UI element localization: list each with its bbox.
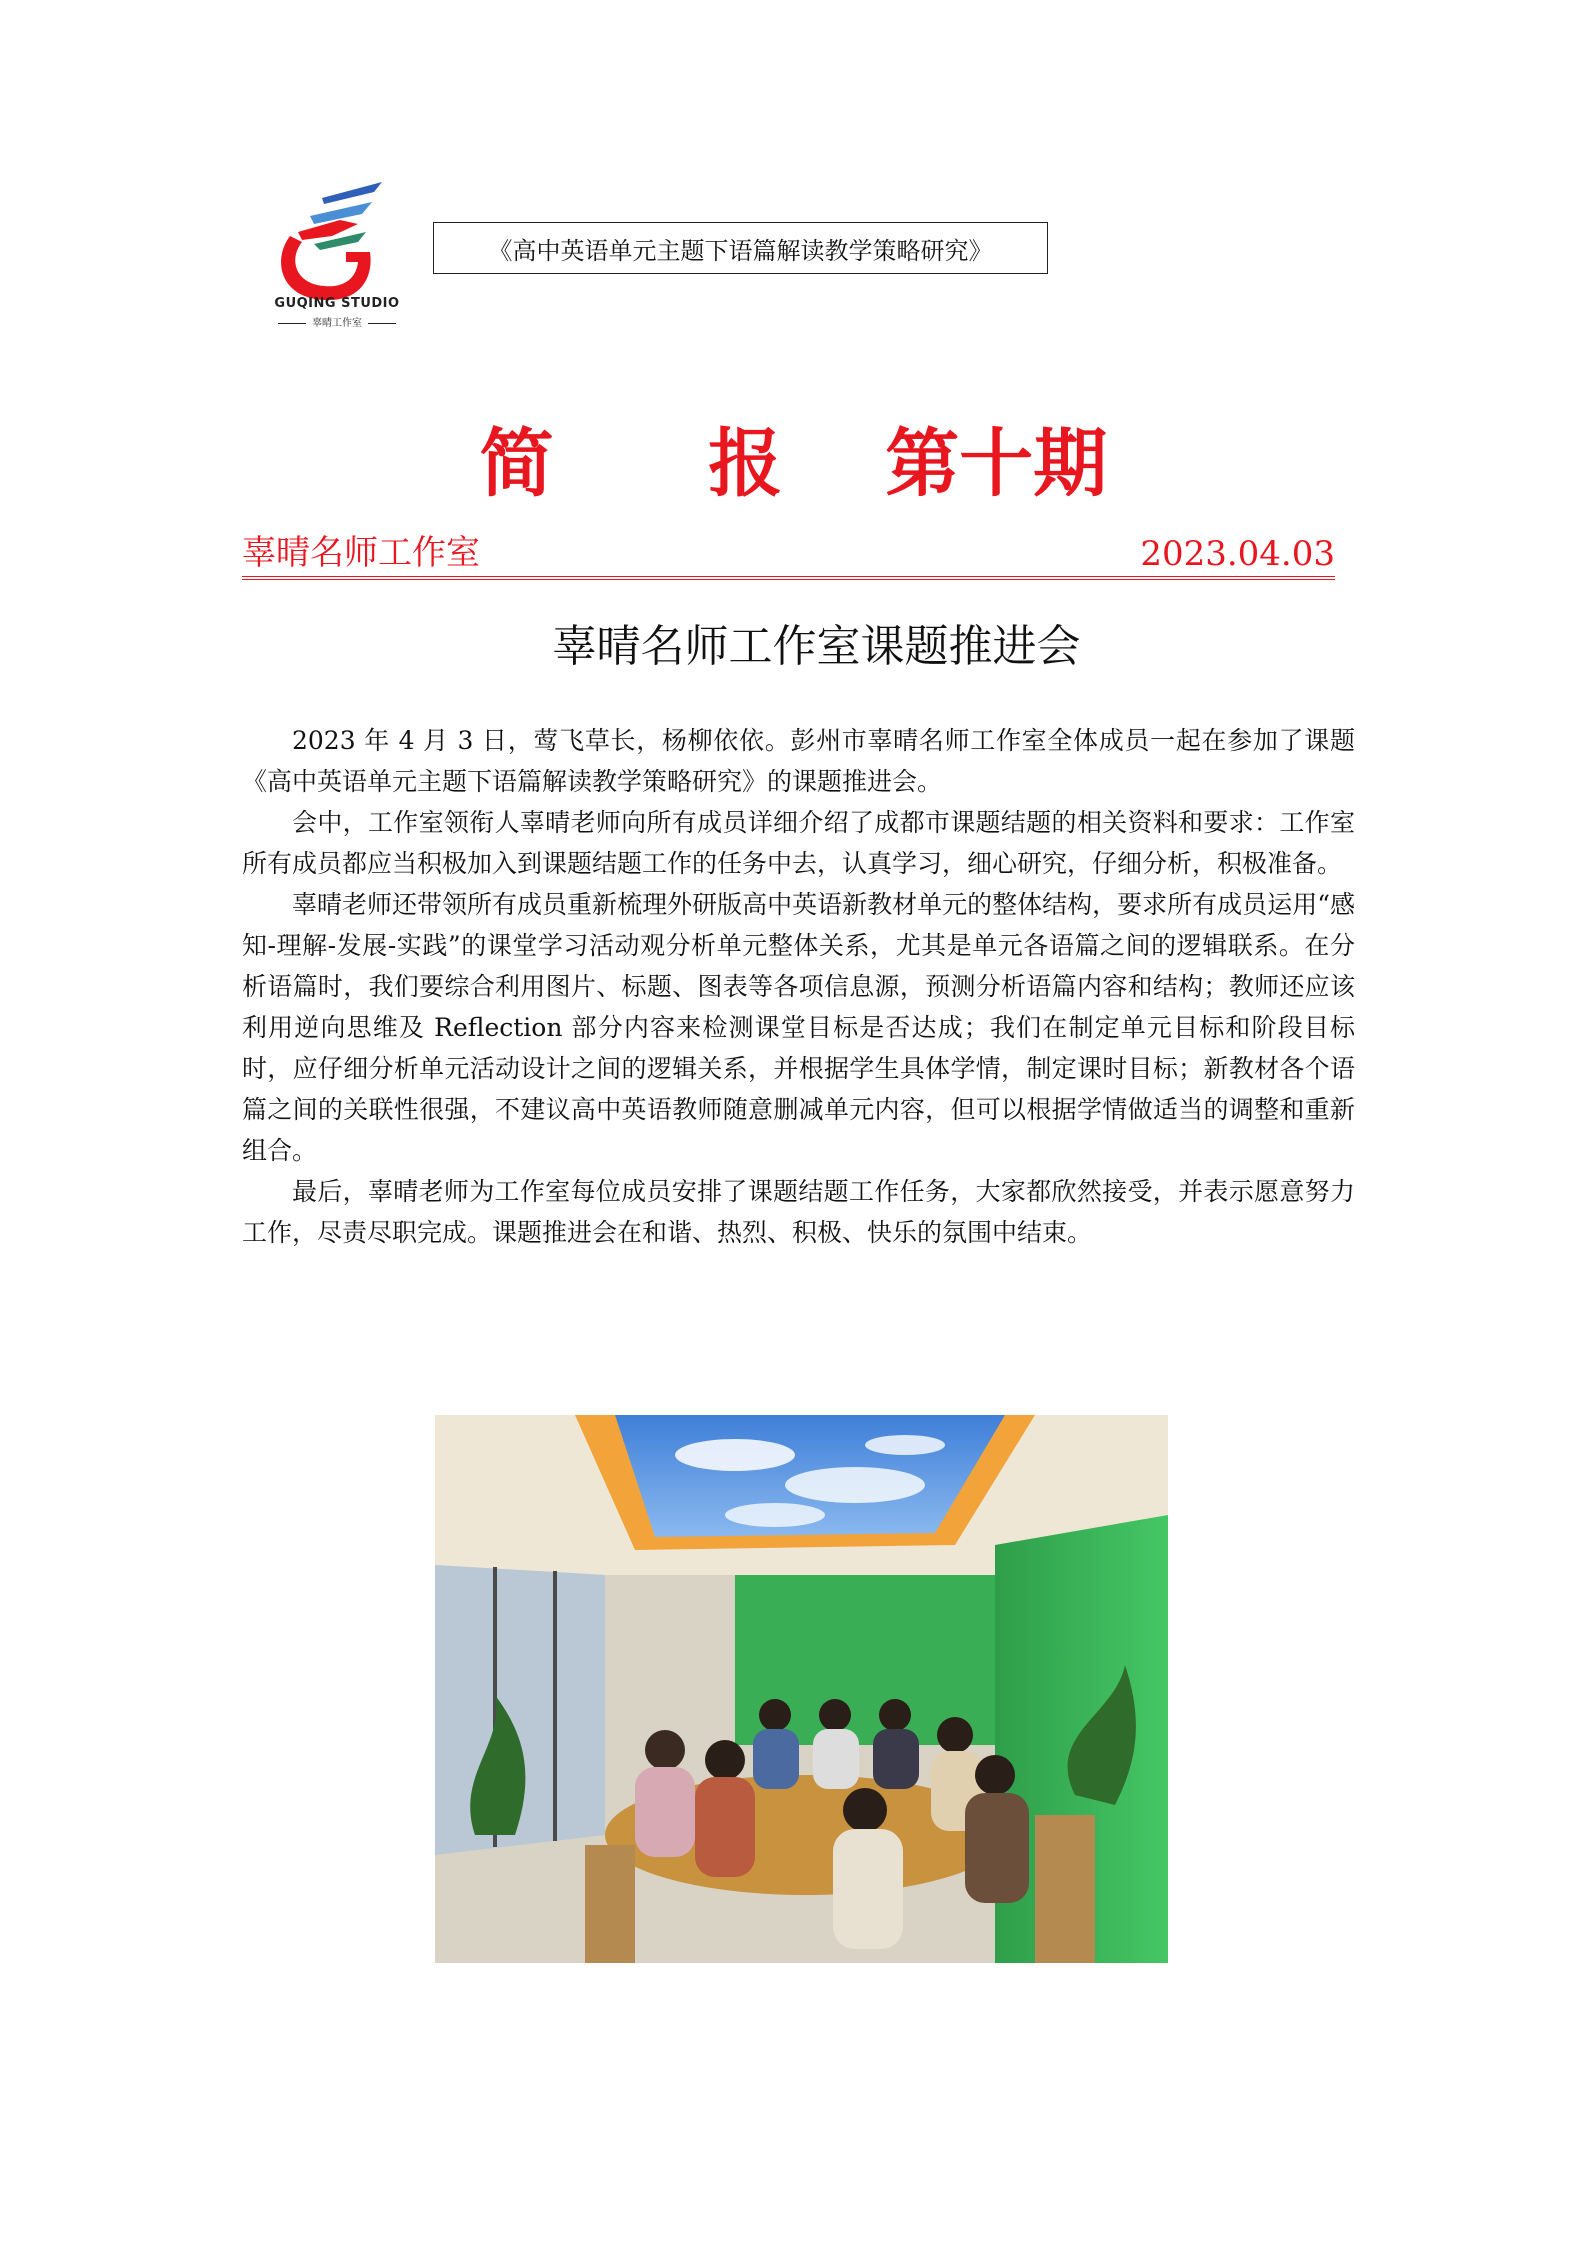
paragraph: 会中，工作室领衔人辜晴老师向所有成员详细介绍了成都市课题结题的相关资料和要求：工作室所有成员都应当积极加入到课题结题工作的任务中去，认真学习，细心研究，仔细分析，积极准备。 xyxy=(242,808,1355,878)
paragraph: 最后，辜晴老师为工作室每位成员安排了课题结题工作任务，大家都欣然接受，并表示愿意努力工作，尽责尽职完成。课题推进会在和谐、热烈、积极、快乐的氛围中结束。 xyxy=(242,1177,1355,1247)
bulletin-title: 简 报 第十期 xyxy=(479,421,1108,507)
logo-subcaption: 辜晴工作室 xyxy=(262,314,412,329)
article-title: 辜晴名师工作室课题推进会 xyxy=(552,621,1081,672)
org-name: 辜晴名师工作室 xyxy=(242,533,480,573)
logo-caption: GUQING STUDIO xyxy=(274,296,400,311)
project-title-box xyxy=(433,222,1048,274)
issue-date: 2023.04.03 xyxy=(1140,534,1335,574)
paragraph: 辜晴老师还带领所有成员重新梳理外研版高中英语新教材单元的整体结构，要求所有成员运用“感知-理解-发展-实践”的课堂学习活动观分析单元整体关系，尤其是单元各语篇之间的逻辑联系。在分析语篇时，我们要综合利用图片、标题、图表等各项信息源，预测分析语篇内容和结构；教师还应该利用逆向思维及 Reflection 部分内容来检测课堂目标是否达成；我们在制定单元目标和阶段目标时，应仔细分析单元活动设计之间的逻辑关系，并根据学生具体学情，制定课时目标；新教材各个语篇之间的关联性很强，不建议高中英语教师随意删减单元内容，但可以根据学情做适当的调整和重新组合。 xyxy=(242,890,1355,1165)
paragraph: 2023 年 4 月 3 日，莺飞草长，杨柳依依。彭州市辜晴名师工作室全体成员一起在参加了课题《高中英语单元主题下语篇解读教学策略研究》的课题推进会。 xyxy=(242,726,1355,796)
org-date-line xyxy=(242,530,1335,580)
article-body xyxy=(242,720,1355,1253)
meeting-photo xyxy=(435,1415,1168,1963)
project-title: 《高中英语单元主题下语篇解读教学策略研究》 xyxy=(488,236,993,265)
